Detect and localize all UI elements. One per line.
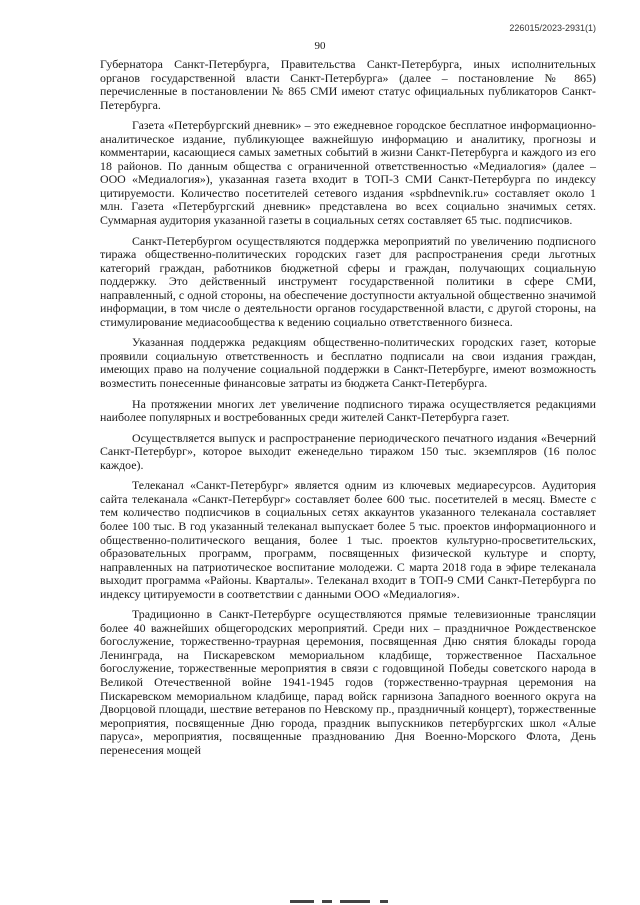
paragraph-1: Губернатора Санкт-Петербурга, Правительства Санкт-Петербурга, иных исполнительных органов государственной власти Санкт-Петербурга» (далее – постановление № 865) перечисленные в постановлении № 865 СМИ имеют статус официальных публикаторов Санкт-Петербурга. — [100, 57, 596, 112]
paragraph-5: На протяжении многих лет увеличение подписного тиража осуществляется редакциями наиболее популярных и востребованных среди жителей Санкт-Петербурга газет. — [100, 396, 596, 425]
paragraph-8: Традиционно в Санкт-Петербурге осуществляются прямые телевизионные трансляции более 40 важнейших общегородских мероприятий. Среди них – праздничное Рождественское богослужение, торжественно-траурная церемония, посвященная Дню снятия блокады города Ленинграда, на Пискаревском мемориальном кладбище, торжественное Пасхальное богослужение, торжественные мероприятия в связи с годовщиной Победы советского народа в Великой Отечественной войне 1941-1945 годов (торжественно-траурная церемония на Пискаревском мемориальном кладбище, парад войск гарнизона Западного военного округа на Дворцовой площади, шествие ветеранов по Невскому пр., праздничный концерт), торжественные мероприятия, посвященные Дню города, праздник выпускников петербургских школ «Алые паруса», мероприятия, посвященные празднованию Дня Военно-Морского Флота, День перенесения мощей — [100, 607, 596, 757]
paragraph-3: Санкт-Петербургом осуществляются поддержка мероприятий по увеличению подписного тиража общественно-политических городских газет для распространения среди льготных категорий граждан, работников бюджетной сферы и граждан, получающих социальную поддержку. Это действенный инструмент государственной политики в сфере СМИ, направленный, с одной стороны, на обеспечение доступности актуальной общественно значимой информации, в том числе о деятельности органов государственной власти, с другой стороны, на стимулирование медиасообщества к ведению социально ответственного бизнеса. — [100, 233, 596, 329]
paragraph-7: Телеканал «Санкт-Петербург» является одним из ключевых медиаресурсов. Аудитория сайта телеканала «Санкт-Петербург» составляет более 600 тыс. посетителей в месяц. Вместе с тем количество подписчиков в социальных сетях аккаунтов указанного телеканала составляет более 100 тыс. В год указанный телеканал выпускает более 5 тыс. проектов информационного и общественно-политического вещания, более 1 тыс. проектов культурно-просветительских, образовательных программ, программ, посвященных физической культуре и спорту, направленных на патриотическое воспитание молодежи. С марта 2018 года в эфире телеканала выходит программа «Районы. Кварталы». Телеканал входит в ТОП-9 СМИ Санкт-Петербурга по индексу цитируемости в соответствии с данными ООО «Медиалогия». — [100, 478, 596, 601]
paragraph-6: Осуществляется выпуск и распространение периодического печатного издания «Вечерний Санкт-Петербург», которое выходит еженедельно тиражом 150 тыс. экземпляров (16 полос каждое). — [100, 430, 596, 472]
paragraph-4: Указанная поддержка редакциям общественно-политических городских газет, которые проявили социальную ответственность и бесплатно подписали на свои издания граждан, имеющих право на получение социальной поддержки в Санкт-Петербурге, имеют возможность возместить понесенные финансовые затраты из бюджета Санкт-Петербурга. — [100, 335, 596, 391]
page-number: 90 — [314, 40, 326, 52]
document-registration-number: 226015/2023-2931(1) — [509, 23, 596, 33]
paragraph-2: Газета «Петербургский дневник» – это ежедневное городское бесплатное информационно-аналитическое издание, публикующее важнейшую информацию и аналитику, прогнозы и комментарии, касающиеся самых заметных событий в жизни Санкт-Петербурга и каждого из его 18 районов. По данным общества с ограниченной ответственностью «Медиалогия» (далее – ООО «Медиалогия»), указанная газета входит в ТОП-3 СМИ Санкт-Петербурга по индексу цитируемости. Количество посетителей сетевого издания «spbdnevnik.ru» составляет около 1 млн. Газета «Петербургский дневник» представлена во всех социально значимых сетях. Суммарная аудитория указанной газеты в социальных сетях составляет 65 тыс. подписчиков. — [100, 118, 596, 228]
scan-edge-artifact — [0, 899, 640, 903]
document-body — [100, 58, 596, 764]
